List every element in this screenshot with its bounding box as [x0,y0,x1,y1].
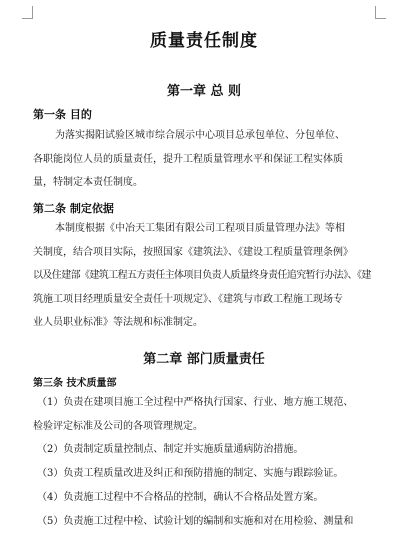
item-line: （2）负责制定质量控制点、制定并实施质量通病防治措施。 [37,444,304,455]
article-1-heading: 第一条 目的 [33,108,92,121]
paragraph-line: 以及住建部《建筑工程五方责任主体项目负责人质量终身责任追究暂行办法》、《建 [33,270,371,281]
article-3-item-5 [33,510,378,534]
item-line: （4）负责施工过程中不合格品的控制，确认不合格品处置方案。 [37,492,324,503]
paragraph-line: 本制度根据《中冶天工集团有限公司工程项目质量管理办法》等相 [55,223,345,234]
paragraph-line: 关制度，结合项目实际，按照国家《建筑法》、《建设工程质量管理条例》 [33,246,353,258]
page-corner-mark-top-left [22,6,33,19]
article-3-item-1 [33,391,378,438]
article-3-item-4 [33,486,378,510]
item-line: （3）负责工程质量改进及纠正和预防措施的制定、实施与跟踪验证。 [37,468,344,479]
article-2-heading: 第二条 制定依据 [33,202,114,215]
item-line: 检验评定标准及公司的各项管理规定。 [33,420,203,432]
paragraph-line: 业人员职业标准》等法规和标准制定。 [33,317,203,328]
item-line: （5）负责施工过程中检、试验计划的编制和实施和对在用检验、测量和 [37,516,354,527]
chapter-2-heading: 第二章 部门质量责任 [143,352,265,367]
article-1-paragraph [33,124,378,195]
document-title: 质量责任制度 [150,31,258,51]
chapter-1-heading: 第一章 总 则 [166,84,242,99]
article-3-item-2 [33,438,378,462]
paragraph-line: 各职能岗位人员的质量责任，提升工程质量管理水平和保证工程实体质 [33,153,343,165]
page-corner-mark-top-right [375,6,386,19]
article-3-heading: 第三条 技术质量部 [33,378,117,389]
paragraph-line: 为落实揭阳试验区城市综合展示中心项目总承包单位、分包单位、 [55,130,345,141]
item-line: （1）负责在建项目施工全过程中严格执行国家、行业、地方施工规范、 [37,397,354,408]
paragraph-line: 量，特制定本责任制度。 [33,177,143,188]
article-3-item-3 [33,462,378,486]
article-2-paragraph [33,217,378,335]
paragraph-line: 筑施工项目经理质量安全责任十项规定》、《建筑与市政工程施工现场专 [33,293,343,305]
